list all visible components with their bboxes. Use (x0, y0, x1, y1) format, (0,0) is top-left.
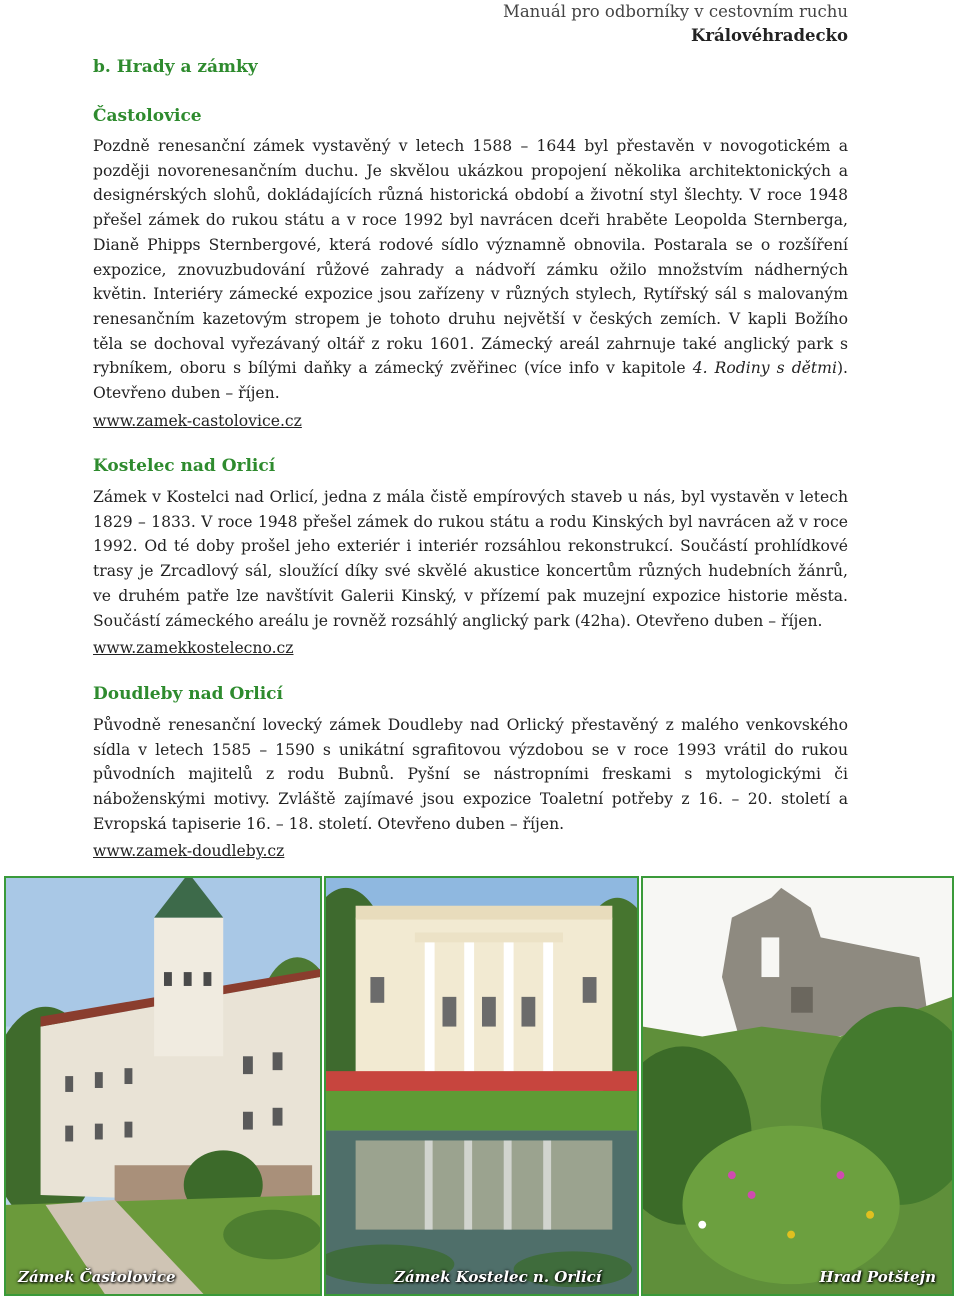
doudleby-link[interactable]: www.zamek-doudleby.cz (93, 842, 285, 860)
castolovice-heading: Častolovice (93, 106, 202, 126)
page-header (503, 0, 848, 48)
kostelec-text: Zámek v Kostelci nad Orlicí, jedna z mála čistě empírových staveb u nás, byl vystavěn v letech 1829 – 1833. V roce 1948 přešel zámek do rukou státu a rodu Kinských byl navrácen až v roce 1992. Od té doby prošel jeho exteriér i interiér rozsáhlou rekonstrukcí. Součástí prohlídkové trasy je Zrcadlový sál, sloužící díky své skvělé akustice koncertům různých hudebních žánrů, ve druhém patře lze navštívit Galerii Kinský, v přízemí pak muzejní expozice historie města. Součástí zámeckého areálu je rovněž rozsáhlý anglický park (42ha). Otevřeno duben – říjen. (93, 488, 848, 630)
castolovice-text-end: ). Otevřeno duben – říjen. (93, 359, 848, 403)
manual-title: Manuál pro odborníky v cestovním ruchu (502, 2, 848, 21)
castolovice-text (93, 134, 848, 406)
kostelec-link[interactable]: www.zamekkostelecno.cz (93, 639, 294, 657)
photo-potstejn (641, 876, 954, 1296)
region-title: Královéhradecko (691, 26, 848, 45)
castolovice-text-main: Pozdně renesanční zámek vystavěný v letech 1588 – 1644 byl přestavěn v novogotickém a později novorenesančním duchu. Je skvělou ukázkou propojení několika architektonických a designérských slohů, dokládajících různá historická období a životní styl šlechty. V roce 1948 přešel zámek do rukou státu a v roce 1992 byl navrácen dceři hraběte Leopolda Sternberga, Dianě Phipps Sternbergové, která rodové sídlo významně obnovila. Postarala se o rozšíření expozice, znovuzbudování růžové zahrady a nádvoří zámku ožilo množstvím nádherných květin. Interiéry zámecké expozice jsou zařízeny v různých stylech, Rytířský sál s malovaným renesančním kazetovým stropem je tohoto druhu největší v českých zemích. V kapli Božího těla se dochoval vyřezávaný oltář z roku 1601. Zámecký areál zahrnuje také anglický park s rybníkem, oboru s bílými daňky a zámecký zvěřinec (více info v kapitole (93, 137, 848, 378)
kostelec-heading: Kostelec nad Orlicí (93, 456, 276, 476)
doudleby-text: Původně renesanční lovecký zámek Doudleby nad Orlický přestavěný z malého venkovského sídla v letech 1585 – 1590 s unikátní sgrafitovou výzdobou se v roce 1993 vrátil do rukou původních majitelů z rodu Bubnů. Pyšní se nástropními freskami s mytologickými či náboženskými motivy. Zvláště zajímavé jsou expozice Toaletní potřeby z 16. – 20. století a Evropská tapiserie 16. – 18. století. Otevřeno duben – říjen. (93, 716, 848, 833)
caption-castolovice: Zámek Častolovice (18, 1268, 176, 1286)
potstejn-image (643, 878, 952, 1294)
kostelec-image (326, 878, 637, 1294)
castolovice-link[interactable]: www.zamek-castolovice.cz (93, 412, 302, 430)
section-heading: b. Hrady a zámky (93, 57, 258, 77)
doudleby-heading: Doudleby nad Orlicí (93, 684, 283, 704)
photo-castolovice (4, 876, 322, 1296)
caption-potstejn: Hrad Potštejn (819, 1268, 936, 1286)
chapter-reference: 4. Rodiny s dětmi (692, 359, 837, 378)
castolovice-image (6, 878, 320, 1294)
caption-kostelec: Zámek Kostelec n. Orlicí (394, 1268, 602, 1286)
photo-kostelec (324, 876, 639, 1296)
photo-strip (4, 876, 954, 1296)
